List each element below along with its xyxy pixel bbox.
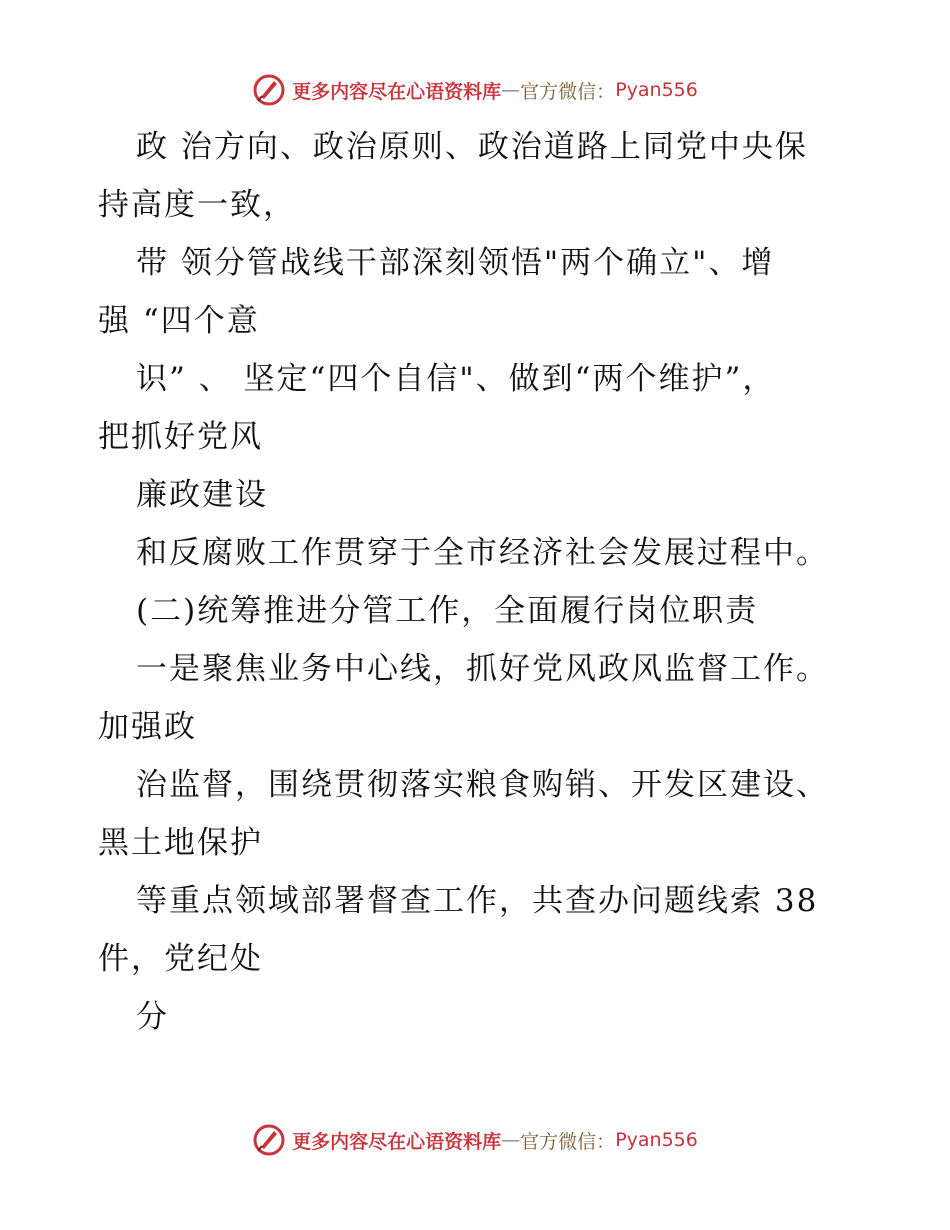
watermark-header xyxy=(0,70,950,110)
watermark-brand: 更多内容尽在心语资料库 xyxy=(292,80,502,103)
body-line: 一是聚焦业务中心线，抓好党风政风监督工作。 xyxy=(136,651,829,687)
watermark-dash: — xyxy=(501,1129,521,1151)
body-line: 加强政 xyxy=(98,709,197,745)
body-line: 黑土地保护 xyxy=(98,825,263,861)
body-line: 把抓好党风 xyxy=(98,419,263,455)
watermark-footer xyxy=(0,1120,950,1160)
watermark-account: Pyan556 xyxy=(615,79,698,101)
watermark-label: 官方微信： xyxy=(520,80,616,103)
body-line: 带 领分管战线干部深刻领悟"两个确立"、增 xyxy=(136,245,775,281)
quill-pen-emblem-icon xyxy=(252,73,286,107)
body-line: 治监督，围绕贯彻落实粮食购销、开发区建设、 xyxy=(136,767,829,803)
body-line: 廉政建设 xyxy=(136,477,268,513)
body-line: 等重点领域部署督查工作，共查办问题线索 38 xyxy=(136,883,819,919)
body-line: 分 xyxy=(136,999,169,1035)
body-line: 件，党纪处 xyxy=(98,941,263,977)
watermark-account: Pyan556 xyxy=(615,1129,698,1151)
quill-pen-emblem-icon xyxy=(252,1123,286,1157)
body-line: 政 治方向、政治原则、政治道路上同党中央保 xyxy=(136,129,808,165)
watermark-label: 官方微信： xyxy=(520,1130,616,1153)
body-line: (二)统筹推进分管工作，全面履行岗位职责 xyxy=(136,593,759,629)
body-line: 强 “四个意 xyxy=(98,303,260,339)
watermark-dash: — xyxy=(501,79,521,101)
document-body xyxy=(98,118,838,1046)
body-line: 和反腐败工作贯穿于全市经济社会发展过程中。 xyxy=(136,535,829,571)
body-line: 持高度一致， xyxy=(98,187,296,223)
watermark-brand: 更多内容尽在心语资料库 xyxy=(292,1130,502,1153)
body-line: 识” 、 坚定“四个自信"、做到“两个维护”， xyxy=(136,361,776,397)
